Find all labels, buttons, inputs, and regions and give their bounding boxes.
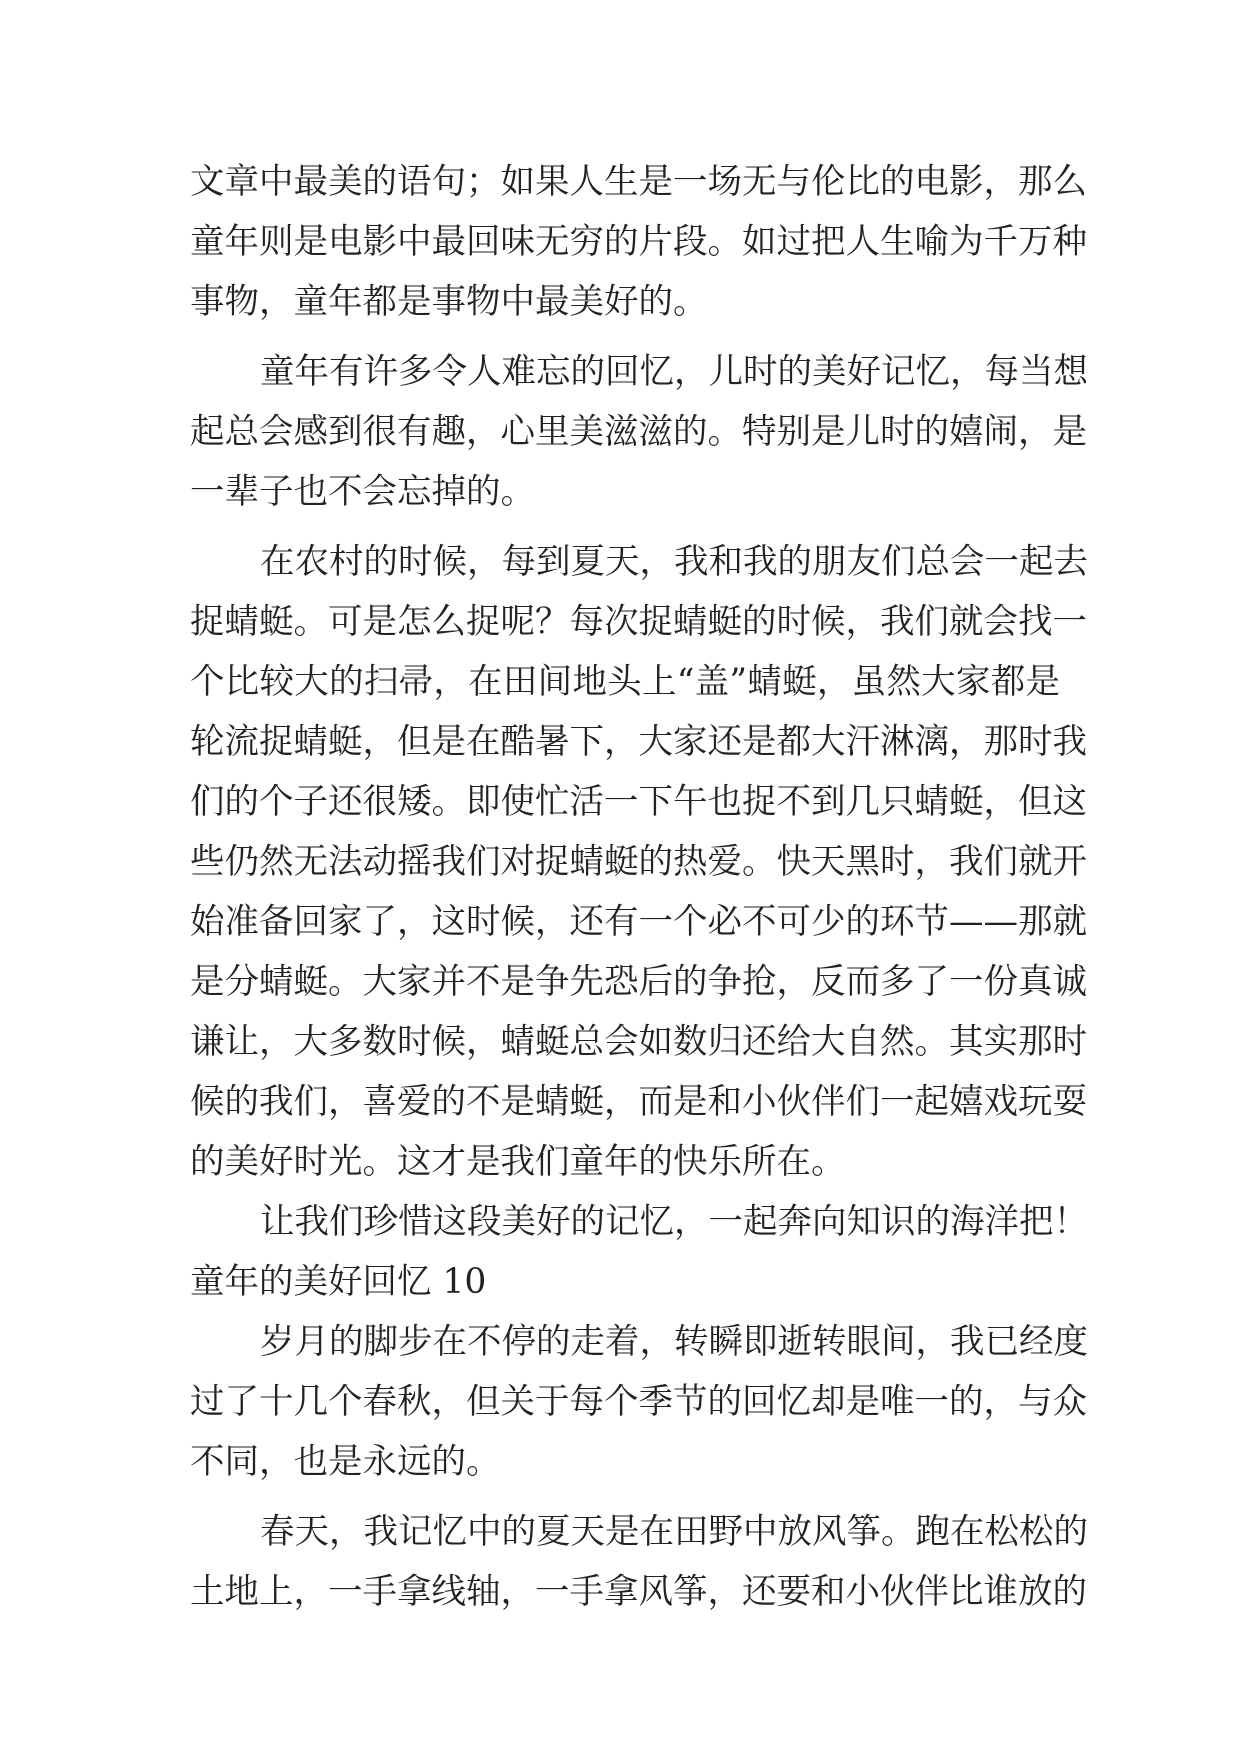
text-line: 土地上，一手拿线轴，一手拿风筝，还要和小伙伴比谁放的 bbox=[190, 1572, 1087, 1612]
paragraph bbox=[190, 1192, 1088, 1252]
text-line: 春天，我记忆中的夏天是在田野中放风筝。跑在松松的 bbox=[260, 1512, 1088, 1552]
text-line: 个比较大的扫帚，在田间地头上“盖”蜻蜓，虽然大家都是 bbox=[190, 662, 1060, 702]
text-line: 是分蜻蜓。大家并不是争先恐后的争抢，反而多了一份真诚 bbox=[190, 962, 1087, 1002]
text-line: 在农村的时候，每到夏天，我和我的朋友们总会一起去 bbox=[260, 542, 1088, 582]
text-line: 过了十几个春秋，但关于每个季节的回忆却是唯一的，与众 bbox=[190, 1382, 1087, 1422]
text-line: 事物，童年都是事物中最美好的。 bbox=[190, 282, 708, 322]
paragraph bbox=[190, 152, 1087, 332]
paragraph bbox=[190, 342, 1088, 522]
document-body bbox=[190, 152, 1088, 1622]
heading-text: 童年的美好回忆 10 bbox=[190, 1262, 487, 1302]
text-line: 不同，也是永远的。 bbox=[190, 1442, 501, 1482]
text-line: 一辈子也不会忘掉的。 bbox=[190, 472, 535, 512]
text-line: 童年则是电影中最回味无穷的片段。如过把人生喻为千万种 bbox=[190, 222, 1087, 262]
text-line: 童年有许多令人难忘的回忆，儿时的美好记忆，每当想 bbox=[260, 352, 1088, 392]
text-line: 候的我们，喜爱的不是蜻蜓，而是和小伙伴们一起嬉戏玩耍 bbox=[190, 1082, 1087, 1122]
text-line: 们的个子还很矮。即使忙活一下午也捉不到几只蜻蜓，但这 bbox=[190, 782, 1087, 822]
paragraph bbox=[190, 1312, 1088, 1492]
text-line: 始准备回家了，这时候，还有一个必不可少的环节——那就 bbox=[190, 902, 1087, 942]
section-heading bbox=[190, 1252, 1060, 1312]
text-line: 起总会感到很有趣，心里美滋滋的。特别是儿时的嬉闹，是 bbox=[190, 412, 1087, 452]
text-line: 岁月的脚步在不停的走着，转瞬即逝转眼间，我已经度 bbox=[260, 1322, 1088, 1362]
text-line: 的美好时光。这才是我们童年的快乐所在。 bbox=[190, 1142, 846, 1182]
text-line: 些仍然无法动摇我们对捉蜻蜓的热爱。快天黑时，我们就开 bbox=[190, 842, 1087, 882]
text-line: 捉蜻蜓。可是怎么捉呢？每次捉蜻蜓的时候，我们就会找一 bbox=[190, 602, 1087, 642]
text-line: 文章中最美的语句；如果人生是一场无与伦比的电影，那么 bbox=[190, 162, 1087, 202]
text-line: 轮流捉蜻蜓，但是在酷暑下，大家还是都大汗淋漓，那时我 bbox=[190, 722, 1087, 762]
text-line: 谦让，大多数时候，蜻蜓总会如数归还给大自然。其实那时 bbox=[190, 1022, 1087, 1062]
text-line: 让我们珍惜这段美好的记忆，一起奔向知识的海洋把！ bbox=[260, 1202, 1088, 1242]
paragraph bbox=[190, 532, 1088, 1192]
paragraph bbox=[190, 1502, 1088, 1622]
